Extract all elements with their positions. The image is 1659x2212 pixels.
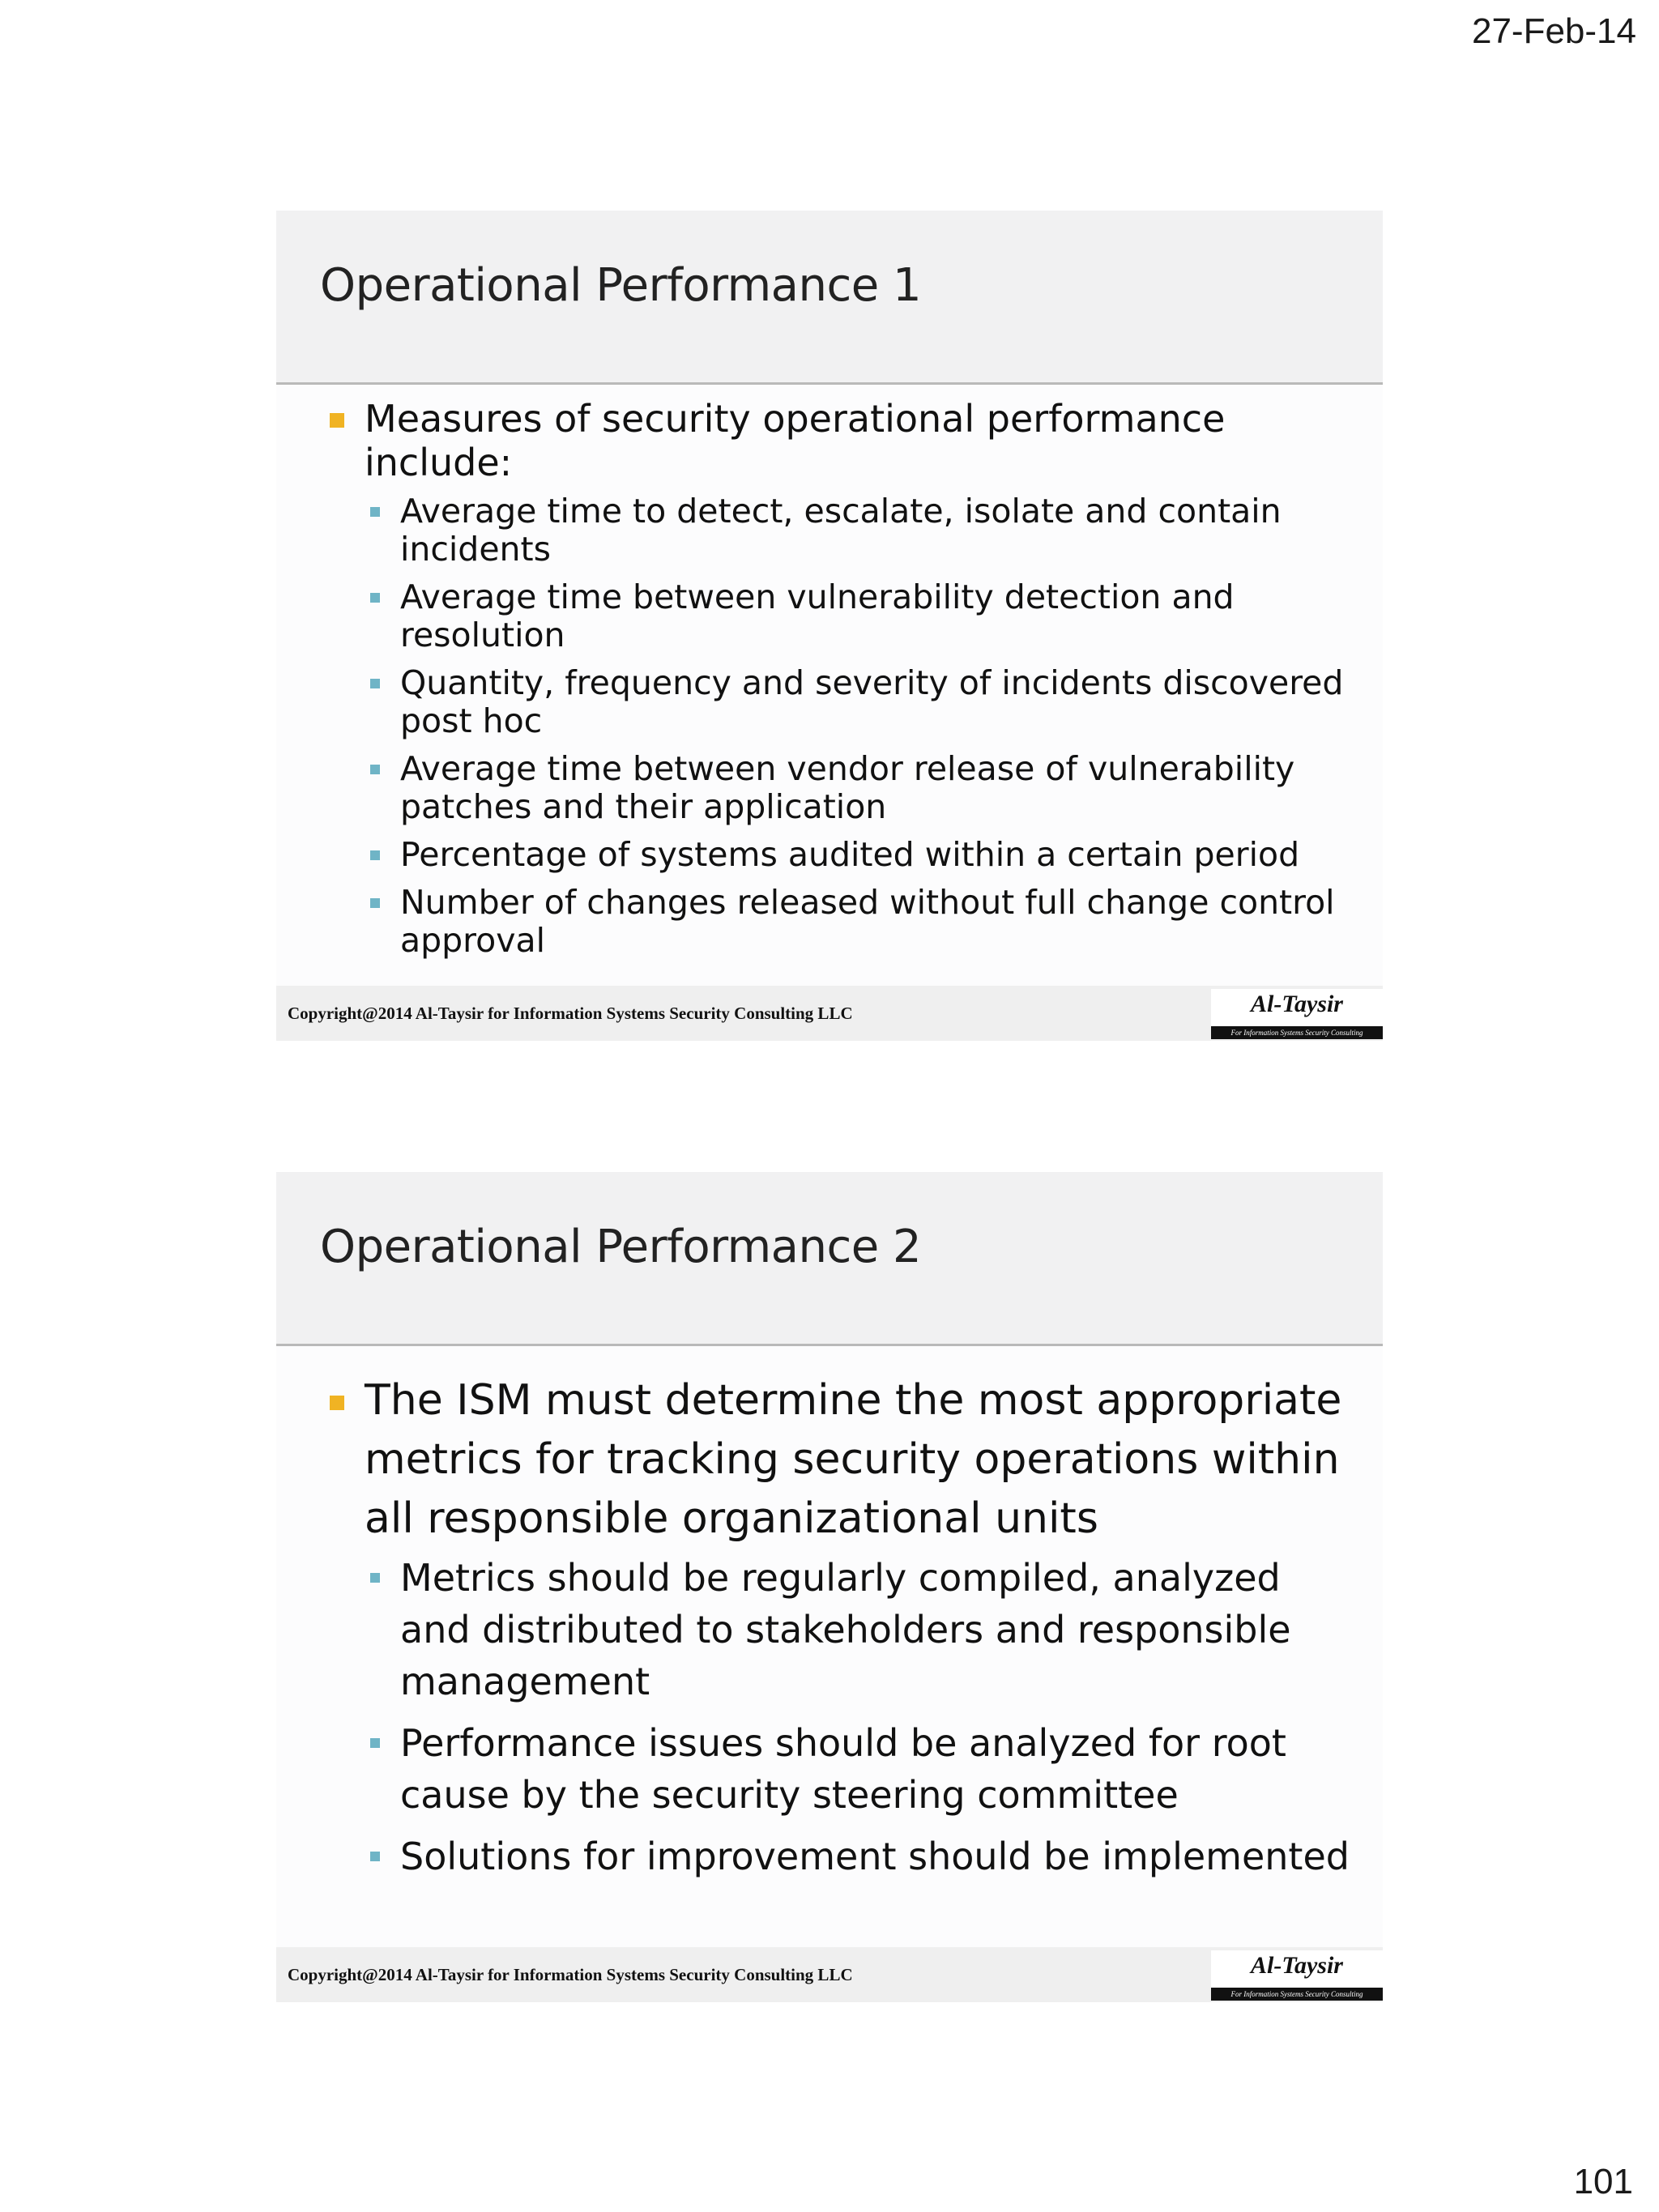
slide-header [276,211,1383,385]
company-logo [1211,989,1383,1039]
square-bullet-icon [370,507,380,517]
square-bullet-icon [330,413,344,428]
sub-bullet-item [276,1552,1383,1707]
square-bullet-icon [370,1738,380,1748]
sub-bullet-item [276,884,1383,960]
sub-bullet-item [276,578,1383,654]
bullet-item [276,397,1383,484]
sub-bullet-item [276,492,1383,569]
sub-bullet-text: Percentage of systems audited within a certain period [400,835,1300,874]
sub-bullet-item [276,750,1383,826]
sub-bullet-text: Solutions for improvement should be implemented [400,1835,1350,1878]
slide-header [276,1172,1383,1346]
square-bullet-icon [370,850,380,860]
sub-bullet-item [276,836,1383,874]
slide-content [276,397,1383,970]
slide-content [276,1371,1383,1892]
page-number: 101 [1573,2162,1633,2201]
page-date: 27-Feb-14 [1471,11,1636,51]
square-bullet-icon [370,679,380,688]
sub-bullet-item [276,664,1383,740]
slide-footer [276,1947,1383,2002]
sub-bullet-item [276,1717,1383,1821]
logo-tagline: For Information Systems Security Consulting [1211,1988,1383,2001]
logo-name: Al-Taysir [1251,1952,1343,1979]
logo-name: Al-Taysir [1251,991,1343,1017]
square-bullet-icon [370,765,380,774]
sub-bullet-text: Performance issues should be analyzed for root cause by the security steering committee [400,1721,1286,1817]
slide-2 [276,1172,1383,2002]
sub-bullet-text: Average time between vendor release of vulnerability patches and their application [400,749,1295,826]
company-logo [1211,1950,1383,2001]
logo-tagline: For Information Systems Security Consulting [1211,1026,1383,1039]
sub-bullet-text: Quantity, frequency and severity of incidents discovered post hoc [400,663,1344,740]
bullet-item [276,1371,1383,1549]
sub-bullet-text: Number of changes released without full change control approval [400,883,1335,960]
square-bullet-icon [370,593,380,603]
bullet-text: Measures of security operational performance include: [365,397,1226,484]
slide-title: Operational Performance 1 [320,259,922,312]
slide-footer [276,986,1383,1041]
square-bullet-icon [370,1852,380,1861]
slide-title: Operational Performance 2 [320,1221,922,1273]
bullet-text: The ISM must determine the most appropriate metrics for tracking security operations within all responsible organizational units [365,1376,1342,1543]
square-bullet-icon [370,1573,380,1583]
sub-bullet-text: Metrics should be regularly compiled, analyzed and distributed to stakeholders and responsible management [400,1556,1291,1703]
sub-bullet-text: Average time between vulnerability detection and resolution [400,578,1235,654]
square-bullet-icon [330,1396,344,1410]
sub-bullet-item [276,1831,1383,1882]
slide-1 [276,211,1383,1041]
sub-bullet-text: Average time to detect, escalate, isolate and contain incidents [400,492,1282,569]
copyright-text: Copyright@2014 Al-Taysir for Information Systems Security Consulting LLC [288,1965,853,1984]
copyright-text: Copyright@2014 Al-Taysir for Information Systems Security Consulting LLC [288,1004,853,1023]
square-bullet-icon [370,898,380,908]
